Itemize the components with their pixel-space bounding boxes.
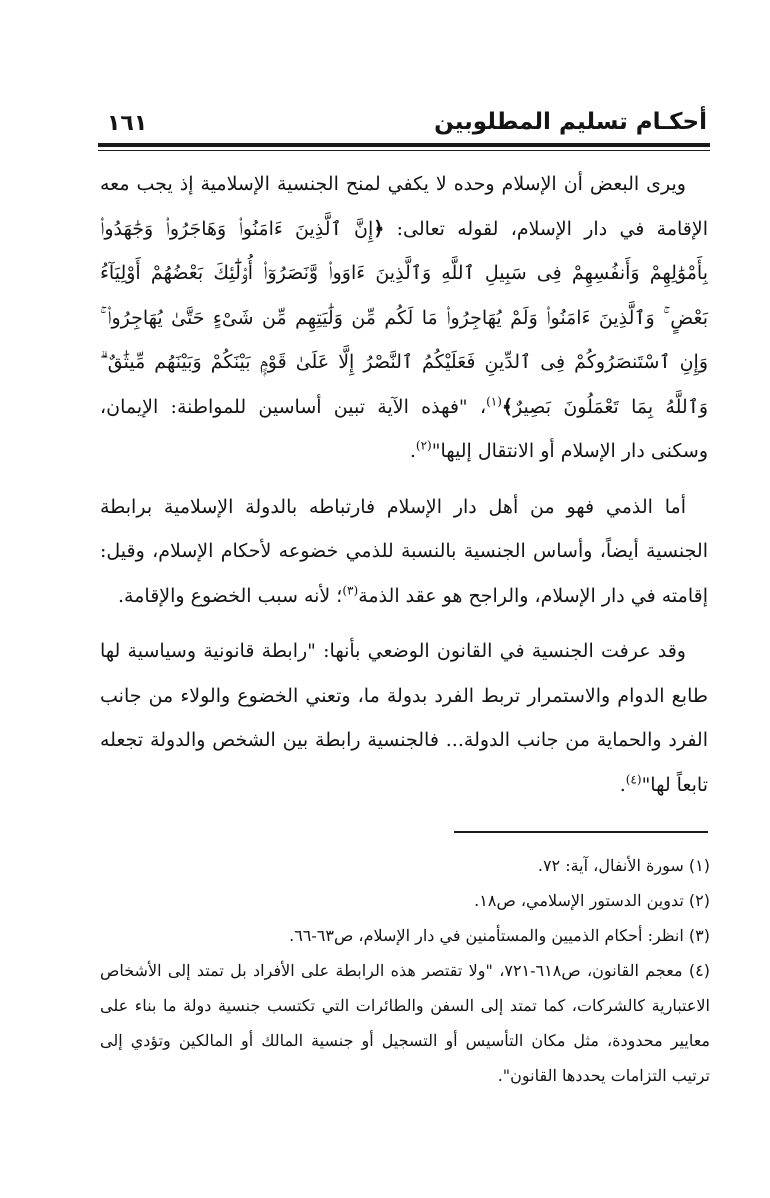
footnote-marker-2: (٢) xyxy=(415,438,432,453)
quran-open-bracket: ﴿ xyxy=(373,217,385,240)
footnote-number: (٣) xyxy=(688,926,710,945)
running-title: أحكـام تسليم المطلوبين xyxy=(434,109,707,135)
footnote-marker-3: (٣) xyxy=(342,583,359,598)
paragraph-3-end: . xyxy=(619,773,626,796)
paragraph-1 xyxy=(100,162,708,474)
footnote-number: (١) xyxy=(688,856,710,875)
page-header xyxy=(107,105,707,145)
footnote-text: انظر: أحكام الذميين والمستأمنين في دار الإسلام، ص٦٣-٦٦. xyxy=(289,926,684,945)
paragraph-1-end: . xyxy=(409,440,416,462)
footnote-number: (٤) xyxy=(688,961,711,980)
paragraph-3 xyxy=(100,629,708,807)
footnote-1 xyxy=(100,848,710,883)
footnote-4 xyxy=(100,953,710,1093)
paragraph-2-text-b: ؛ لأنه سبب الخضوع والإقامة. xyxy=(118,584,343,607)
body-text xyxy=(100,162,708,807)
footnote-number: (٢) xyxy=(688,891,710,910)
quran-verse: إِنَّ ٱلَّذِينَ ءَامَنُوا۟ وَهَاجَرُوا۟ وَجَٰهَدُوا۟ بِأَمْوَٰلِهِمْ وَأَنفُسِهِمْ فِى سَبِيلِ ٱللَّهِ وَٱلَّذِينَ ءَاوَوا۟ وَّنَصَرُوٓا۟ أُو۟لَٰٓئِكَ بَعْضُهُمْ أَوْلِيَآءُ بَعْضٍ ۚ وَٱلَّذِينَ ءَامَنُوا۟ وَلَمْ يُهَاجِرُوا۟ مَا لَكُم مِّن وَلَٰيَتِهِم مِّن شَىْءٍ حَتَّىٰ يُهَاجِرُوا۟ ۚ وَإِنِ ٱسْتَنصَرُوكُمْ فِى ٱلدِّينِ فَعَلَيْكُمُ ٱلنَّصْرُ إِلَّا عَلَىٰ قَوْمٍۭ بَيْنَكُمْ وَبَيْنَهُم مِّيثَٰقٌ ۗ وَٱللَّهُ بِمَا تَعْمَلُونَ بَصِيرٌ xyxy=(100,217,709,418)
header-rule-thick xyxy=(98,143,710,147)
page-number: ١٦١ xyxy=(107,111,148,136)
paragraph-1-intro: ويرى البعض أن الإسلام وحده لا يكفي لمنح الجنسية الإسلامية إذ يجب معه الإقامة في دار الإسلام، لقوله تعالى: xyxy=(100,173,708,240)
footnote-marker-1: (١) xyxy=(486,394,502,409)
paragraph-1-after: ، "فهذه الآية تبين أساسين للمواطنة: الإيمان، وسكنى دار الإسلام أو الانتقال إليها" xyxy=(100,395,708,462)
paragraph-3-text-a: وقد عرفت الجنسية في القانون الوضعي بأنها: "رابطة قانونية وسياسية لها طابع الدوام والاستمرار تربط الفرد بدولة ما، وتعني الخضوع والولاء من جانب الفرد والحماية من جانب الدولة... فالجنسية رابطة بين الشخص والدولة تجعله تابعاً لها" xyxy=(100,640,708,796)
footnote-marker-4: (٤) xyxy=(625,772,642,787)
paragraph-2-text-a: أما الذمي فهو من أهل دار الإسلام فارتباطه بالدولة الإسلامية برابطة الجنسية أيضاً، وأساس الجنسية بالنسبة للذمي خضوعه لأحكام الإسلام، وقيل: إقامته في دار الإسلام، والراجح هو عقد الذمة xyxy=(100,495,708,607)
paragraph-2 xyxy=(100,485,708,619)
footnote-text: معجم القانون، ص٦١٨-٧٢١، "ولا تقتصر هذه الرابطة على الأفراد بل تمتد إلى الأشخاص الاعتبارية كالشركات، كما تمتد إلى السفن والطائرات التي تكتسب جنسية دولة ما بناء على معايير محدودة، مثل مكان التأسيس أو التسجيل أو جنسية المالك أو المالكين وتؤدي إلى ترتيب التزامات يحددها القانون". xyxy=(100,961,710,1085)
header-rule-thin xyxy=(98,150,710,151)
quran-close-bracket: ﴾ xyxy=(501,395,514,418)
footnote-separator xyxy=(454,831,708,833)
footnote-3 xyxy=(100,918,710,953)
footnotes xyxy=(100,848,710,1093)
footnote-2 xyxy=(100,883,710,918)
footnote-text: سورة الأنفال، آية: ٧٢. xyxy=(537,856,684,875)
footnote-text: تدوين الدستور الإسلامي، ص١٨. xyxy=(474,891,684,910)
